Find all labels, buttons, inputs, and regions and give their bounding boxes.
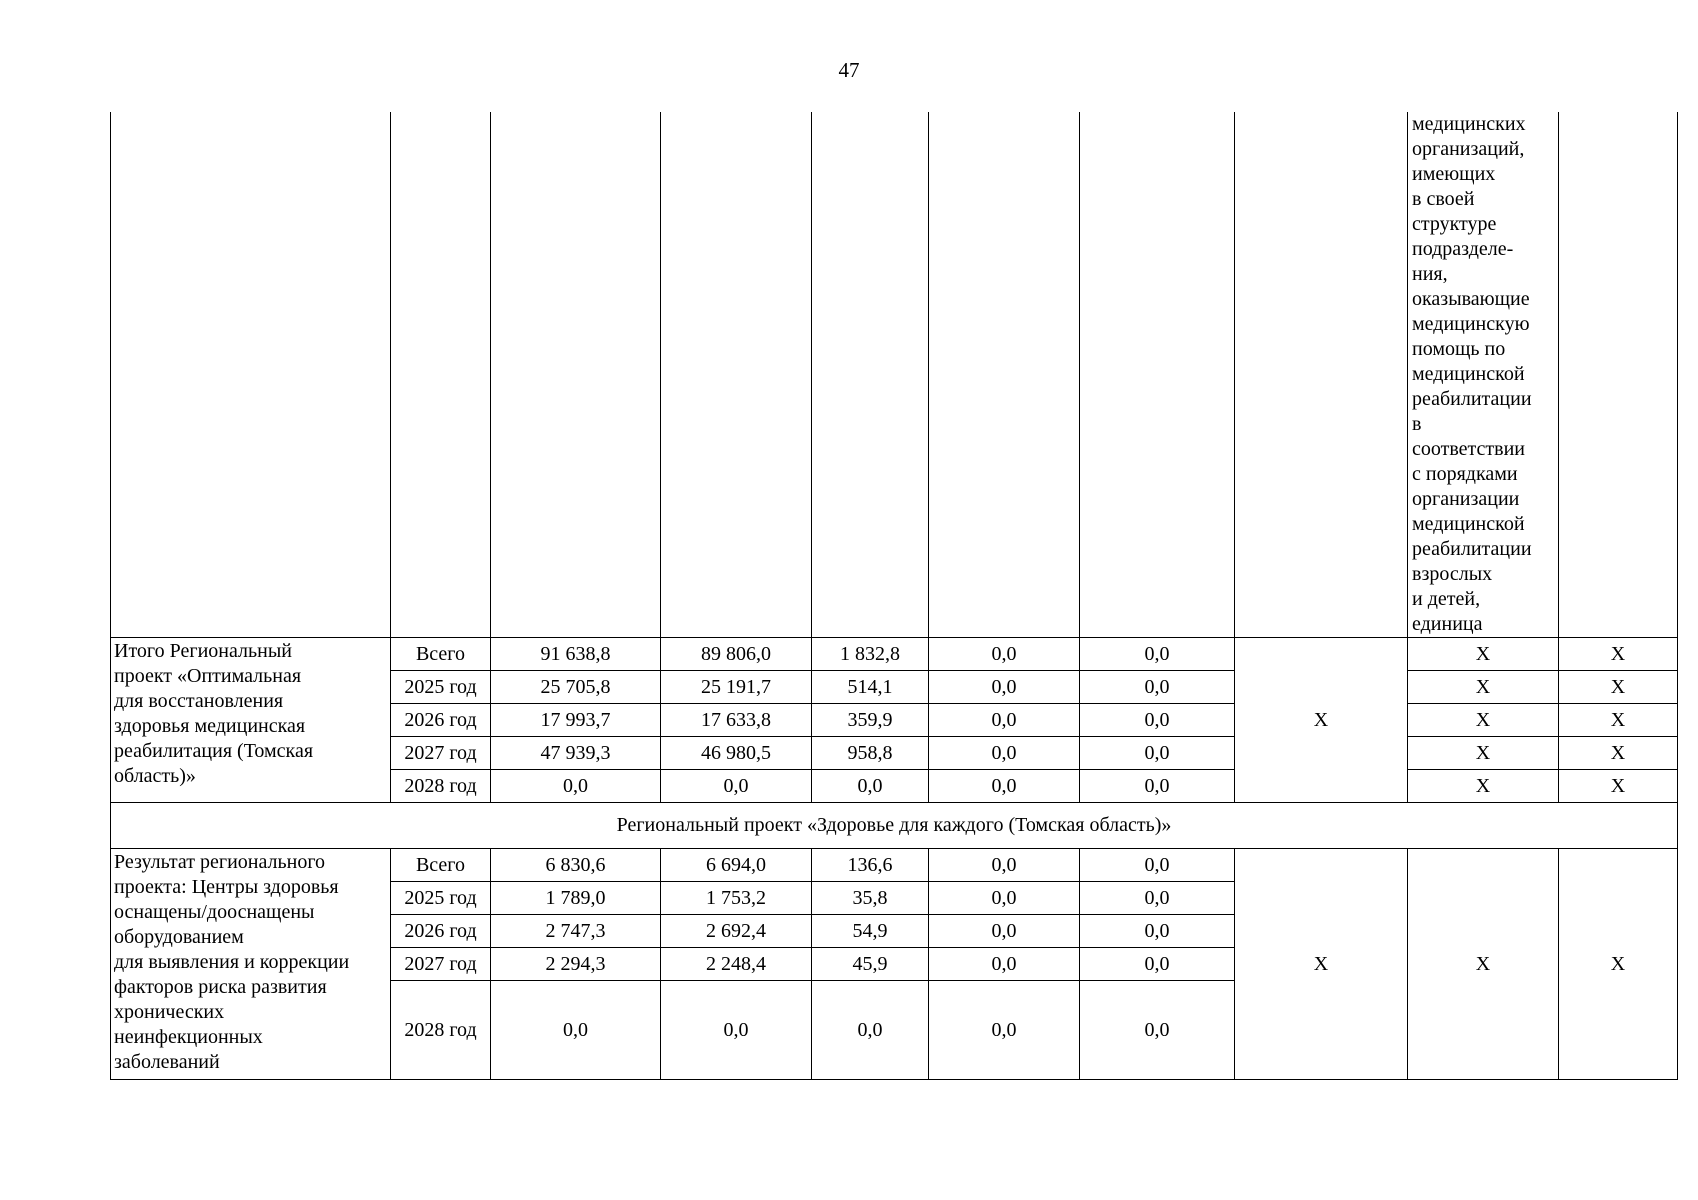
- name-line: хронических: [114, 1001, 225, 1023]
- value-cell: 6 830,6: [491, 849, 661, 882]
- mark-cell: X: [1235, 849, 1408, 1080]
- value-cell: 0,0: [929, 915, 1080, 948]
- mark-cell: X: [1559, 849, 1678, 1080]
- indicator-line: структуре: [1412, 213, 1497, 235]
- indicator-line: с порядками: [1412, 463, 1518, 485]
- indicator-line: в: [1412, 413, 1422, 435]
- value-cell: 25 191,7: [661, 671, 812, 704]
- value-cell: 0,0: [1080, 981, 1235, 1080]
- row-name-cell: [111, 849, 391, 1080]
- indicator-line: организаций,: [1412, 138, 1525, 160]
- value-cell: 0,0: [929, 770, 1080, 803]
- value-cell: 17 633,8: [661, 704, 812, 737]
- indicator-line: подразделе-: [1412, 238, 1514, 260]
- indicator-line: медицинской: [1412, 513, 1525, 535]
- value-cell: 2 747,3: [491, 915, 661, 948]
- value-cell: 0,0: [1080, 915, 1235, 948]
- value-cell: 0,0: [812, 981, 929, 1080]
- mark-cell: X: [1559, 737, 1678, 770]
- value-cell: 0,0: [491, 770, 661, 803]
- indicator-line: медицинскую: [1412, 313, 1530, 335]
- value-cell: 1 832,8: [812, 638, 929, 671]
- mark-cell: X: [1408, 737, 1559, 770]
- period-cell: 2028 год: [391, 981, 491, 1080]
- value-cell: 0,0: [1080, 770, 1235, 803]
- mark-cell: X: [1408, 638, 1559, 671]
- value-cell: 0,0: [1080, 849, 1235, 882]
- name-line: для выявления и коррекции: [114, 951, 350, 973]
- indicator-line: имеющих: [1412, 163, 1496, 185]
- value-cell: 0,0: [812, 770, 929, 803]
- value-cell: 0,0: [929, 638, 1080, 671]
- value-cell: 0,0: [929, 981, 1080, 1080]
- value-cell: 0,0: [1080, 671, 1235, 704]
- indicator-line: помощь по: [1412, 338, 1506, 360]
- name-line: Результат регионального: [114, 851, 326, 873]
- period-cell: 2026 год: [391, 704, 491, 737]
- name-line: область)»: [114, 765, 196, 787]
- value-cell: 0,0: [929, 882, 1080, 915]
- cell-empty: [1080, 112, 1235, 638]
- cell-empty: [391, 112, 491, 638]
- value-cell: 35,8: [812, 882, 929, 915]
- value-cell: 0,0: [929, 737, 1080, 770]
- period-cell: 2027 год: [391, 737, 491, 770]
- value-cell: 0,0: [1080, 638, 1235, 671]
- period-cell: 2025 год: [391, 882, 491, 915]
- mark-cell: X: [1408, 671, 1559, 704]
- table-row: [111, 849, 1678, 882]
- value-cell: 0,0: [929, 948, 1080, 981]
- indicator-line: организации: [1412, 488, 1520, 510]
- name-line: Итого Региональный: [114, 640, 292, 662]
- continuation-row: [111, 112, 1678, 638]
- value-cell: 0,0: [929, 671, 1080, 704]
- value-cell: 0,0: [1080, 948, 1235, 981]
- section-title: Региональный проект «Здоровье для каждого (Томская область)»: [111, 803, 1678, 849]
- value-cell: 1 753,2: [661, 882, 812, 915]
- name-line: для восстановления: [114, 690, 284, 712]
- value-cell: 0,0: [661, 981, 812, 1080]
- period-cell: 2026 год: [391, 915, 491, 948]
- value-cell: 6 694,0: [661, 849, 812, 882]
- name-line: проект «Оптимальная: [114, 665, 302, 687]
- indicator-line: соответствии: [1412, 438, 1526, 460]
- indicator-line: и детей,: [1412, 588, 1481, 610]
- cell-empty: [1235, 112, 1408, 638]
- indicator-name-cell: [1408, 112, 1559, 638]
- indicator-line: оказывающие: [1412, 288, 1530, 310]
- cell-empty: [661, 112, 812, 638]
- value-cell: 89 806,0: [661, 638, 812, 671]
- value-cell: 0,0: [661, 770, 812, 803]
- value-cell: 136,6: [812, 849, 929, 882]
- indicator-line: реабилитации: [1412, 538, 1532, 560]
- page-number: 47: [838, 58, 860, 82]
- indicator-line: в своей: [1412, 188, 1475, 210]
- period-cell: 2027 год: [391, 948, 491, 981]
- value-cell: 1 789,0: [491, 882, 661, 915]
- indicator-line: медицинской: [1412, 363, 1525, 385]
- name-line: проекта: Центры здоровья: [114, 876, 339, 898]
- name-line: факторов риска развития: [114, 976, 327, 998]
- name-line: реабилитация (Томская: [114, 740, 314, 762]
- value-cell: 46 980,5: [661, 737, 812, 770]
- period-cell: Всего: [391, 849, 491, 882]
- cell-empty: [111, 112, 391, 638]
- table-row: [111, 638, 1678, 671]
- value-cell: 2 294,3: [491, 948, 661, 981]
- mark-cell: X: [1235, 638, 1408, 803]
- value-cell: 25 705,8: [491, 671, 661, 704]
- period-cell: 2028 год: [391, 770, 491, 803]
- value-cell: 47 939,3: [491, 737, 661, 770]
- value-cell: 958,8: [812, 737, 929, 770]
- mark-cell: X: [1559, 638, 1678, 671]
- indicator-line: взрослых: [1412, 563, 1493, 585]
- name-line: оборудованием: [114, 926, 244, 948]
- mark-cell: X: [1408, 770, 1559, 803]
- indicator-line: реабилитации: [1412, 388, 1532, 410]
- mark-cell: X: [1408, 849, 1559, 1080]
- value-cell: 17 993,7: [491, 704, 661, 737]
- value-cell: 0,0: [929, 849, 1080, 882]
- value-cell: 0,0: [1080, 737, 1235, 770]
- mark-cell: X: [1559, 770, 1678, 803]
- cell-empty: [929, 112, 1080, 638]
- value-cell: 0,0: [491, 981, 661, 1080]
- name-line: заболеваний: [114, 1051, 220, 1073]
- name-line: неинфекционных: [114, 1026, 263, 1048]
- period-cell: Всего: [391, 638, 491, 671]
- value-cell: 0,0: [929, 704, 1080, 737]
- value-cell: 359,9: [812, 704, 929, 737]
- cell-empty: [1559, 112, 1678, 638]
- name-line: оснащены/дооснащены: [114, 901, 315, 923]
- mark-cell: X: [1559, 671, 1678, 704]
- indicator-line: ния,: [1412, 263, 1448, 285]
- value-cell: 54,9: [812, 915, 929, 948]
- financing-table: [110, 112, 1678, 1080]
- indicator-line: медицинских: [1412, 113, 1526, 135]
- mark-cell: X: [1559, 704, 1678, 737]
- mark-cell: X: [1408, 704, 1559, 737]
- value-cell: 2 248,4: [661, 948, 812, 981]
- row-name-cell: [111, 638, 391, 803]
- cell-empty: [812, 112, 929, 638]
- value-cell: 514,1: [812, 671, 929, 704]
- value-cell: 0,0: [1080, 882, 1235, 915]
- name-line: здоровья медицинская: [114, 715, 306, 737]
- cell-empty: [491, 112, 661, 638]
- value-cell: 0,0: [1080, 704, 1235, 737]
- value-cell: 91 638,8: [491, 638, 661, 671]
- indicator-line: единица: [1412, 613, 1483, 635]
- value-cell: 2 692,4: [661, 915, 812, 948]
- section-row: [111, 803, 1678, 849]
- value-cell: 45,9: [812, 948, 929, 981]
- period-cell: 2025 год: [391, 671, 491, 704]
